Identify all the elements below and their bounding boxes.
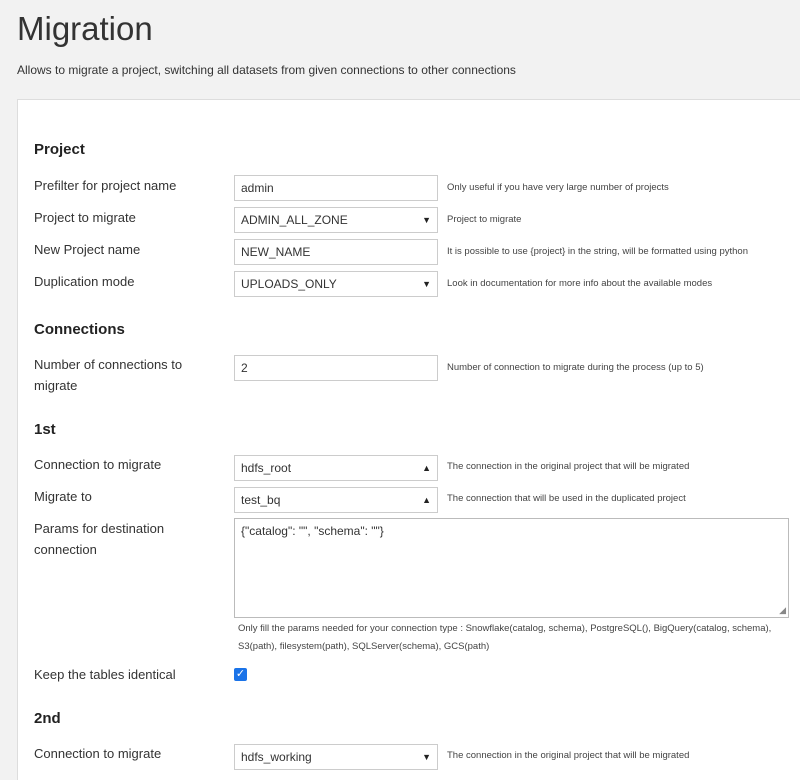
page-title: Migration [17, 10, 153, 47]
section-2nd: 2nd [34, 710, 61, 727]
params-textarea[interactable] [234, 518, 789, 618]
new-project-name-label: New Project name [34, 242, 141, 257]
second-connection-value: hdfs_working [241, 750, 312, 764]
prefilter-help: Only useful if you have very large number of projects [447, 182, 669, 193]
new-project-name-input[interactable]: NEW_NAME [234, 239, 438, 265]
section-connections: Connections [34, 321, 125, 338]
duplication-mode-label: Duplication mode [34, 274, 135, 289]
second-connection-label: Connection to migrate [34, 746, 162, 761]
first-connection-value: hdfs_root [241, 461, 292, 475]
duplication-mode-select[interactable] [234, 271, 438, 297]
duplication-mode-value: UPLOADS_ONLY [241, 277, 337, 291]
connection-count-input[interactable]: 2 [234, 355, 438, 381]
page-description: Allows to migrate a project, switching all datasets from given connections to other connections [17, 63, 516, 77]
first-migrate-to-label: Migrate to [34, 489, 92, 504]
keep-tables-label: Keep the tables identical [34, 667, 176, 682]
section-1st: 1st [34, 421, 56, 438]
project-to-migrate-select[interactable] [234, 207, 438, 233]
project-to-migrate-label: Project to migrate [34, 210, 136, 225]
prefilter-input[interactable]: admin [234, 175, 438, 201]
chevron-up-icon: ▲ [422, 463, 431, 473]
second-connection-select[interactable] [234, 744, 438, 770]
new-project-name-help: It is possible to use {project} in the string, will be formatted using python [447, 246, 748, 257]
chevron-up-icon: ▲ [422, 495, 431, 505]
resize-grip-icon[interactable]: ◢ [779, 605, 786, 615]
keep-tables-checkbox[interactable] [234, 668, 247, 681]
params-label-line1: Params for destination [34, 521, 165, 536]
connection-count-help: Number of connection to migrate during the process (up to 5) [447, 362, 704, 373]
duplication-mode-help: Look in documentation for more info about the available modes [447, 278, 713, 289]
chevron-down-icon: ▼ [422, 752, 431, 762]
first-migrate-to-select[interactable] [234, 487, 438, 513]
first-connection-help: The connection in the original project that will be migrated [447, 461, 690, 472]
first-connection-select[interactable] [234, 455, 438, 481]
chevron-down-icon: ▼ [422, 215, 431, 225]
first-connection-label: Connection to migrate [34, 457, 162, 472]
connection-count-label-line1: Number of connections to [34, 357, 183, 372]
project-to-migrate-help: Project to migrate [447, 214, 522, 225]
connection-count-label-line2: migrate [34, 378, 78, 393]
second-connection-help: The connection in the original project that will be migrated [447, 750, 690, 761]
params-label-line2: connection [34, 542, 97, 557]
prefilter-label: Prefilter for project name [34, 178, 177, 193]
check-icon: ✓ [235, 668, 246, 680]
first-migrate-to-help: The connection that will be used in the duplicated project [447, 493, 686, 504]
project-to-migrate-value: ADMIN_ALL_ZONE [241, 213, 348, 227]
params-note-line2: S3(path), filesystem(path), SQLServer(schema), GCS(path) [238, 641, 490, 652]
params-note-line1: Only fill the params needed for your connection type : Snowflake(catalog, schema), PostgreSQL(), BigQuery(catalog, schema), [238, 623, 772, 634]
first-migrate-to-value: test_bq [241, 493, 281, 507]
chevron-down-icon: ▼ [422, 279, 431, 289]
section-project: Project [34, 141, 85, 158]
params-value: {"catalog": "", "schema": ""} [241, 524, 384, 538]
